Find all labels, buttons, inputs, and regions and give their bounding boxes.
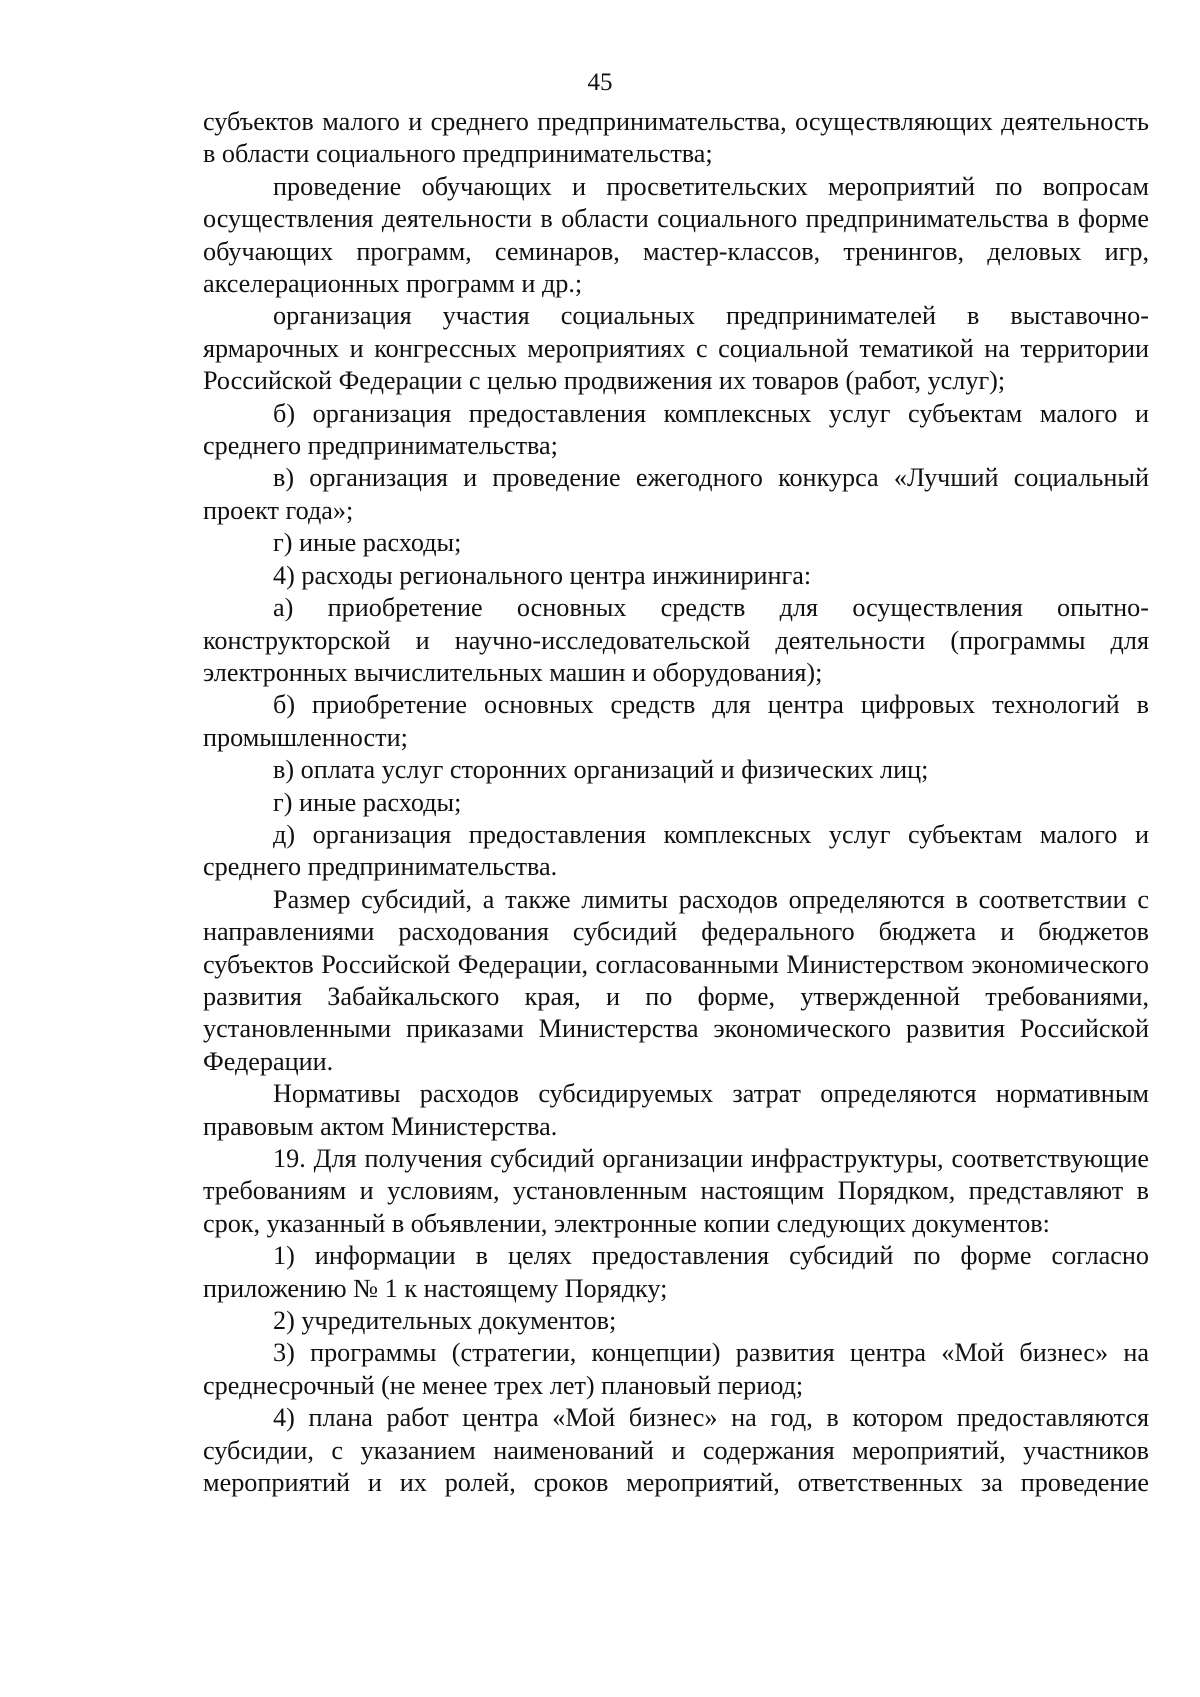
paragraph-16: 1) информации в целях предоставления субсидий по форме согласно приложению № 1 к настоящему Порядку; <box>203 1241 1149 1303</box>
paragraph-12: д) организация предоставления комплексных услуг субъектам малого и среднего предпринимательства. <box>203 819 1149 882</box>
paragraph-1: субъектов малого и среднего предпринимательства, осуществляющих деятельность в области социального предпринимательства; <box>203 107 1149 169</box>
paragraph-6: г) иные расходы; <box>273 528 462 558</box>
paragraph-10: в) оплата услуг сторонних организаций и физических лиц; <box>273 755 929 785</box>
paragraph-13: Размер субсидий, а также лимиты расходов определяются в соответствии с направлениями расходования субсидий федерального бюджета и бюджетов субъектов Российской Федерации, согласованными Министерством экономического развития Забайкальского края, и по форме, утвержденной требованиями, установленными приказами Министерства экономического развития Российской Федерации. <box>203 884 1149 1076</box>
paragraph-8: а) приобретение основных средств для осуществления опытно-конструкторской и научно-исследовательской деятельности (программы для электронных вычислительных машин и оборудования); <box>203 593 1149 687</box>
paragraph-19: 4) плана работ центра «Мой бизнес» на год, в котором предоставляются субсидии, с указанием наименований и содержания мероприятий, участников мероприятий и их ролей, сроков мероприятий, ответственных за проведение <box>203 1403 1149 1498</box>
paragraph-18: 3) программы (стратегии, концепции) развития центра «Мой бизнес» на среднесрочный (не менее трех лет) плановый период; <box>203 1338 1149 1400</box>
paragraph-15: 19. Для получения субсидий организации инфраструктуры, соответствующие требованиям и условиям, установленным настоящим Порядком, представляют в срок, указанный в объявлении, электронные копии следующих документов: <box>203 1144 1149 1238</box>
paragraph-5: в) организация и проведение ежегодного конкурса «Лучший социальный проект года»; <box>203 463 1149 525</box>
page-number: 45 <box>587 69 613 96</box>
paragraph-3: организация участия социальных предпринимателей в выставочно-ярмарочных и конгрессных мероприятиях с социальной тематикой на территории Российской Федерации с целью продвижения их товаров (работ, услуг); <box>203 301 1149 396</box>
paragraph-9: б) приобретение основных средств для центра цифровых технологий в промышленности; <box>203 690 1149 752</box>
document-body <box>203 106 1149 1499</box>
paragraph-11: г) иные расходы; <box>273 787 462 817</box>
paragraph-7: 4) расходы регионального центра инжиниринга: <box>273 560 812 590</box>
paragraph-4: б) организация предоставления комплексных услуг субъектам малого и среднего предпринимательства; <box>203 398 1149 461</box>
paragraph-17: 2) учредительных документов; <box>273 1306 617 1336</box>
paragraph-14: Нормативы расходов субсидируемых затрат определяются нормативным правовым актом Министерства. <box>203 1079 1149 1141</box>
paragraph-2: проведение обучающих и просветительских мероприятий по вопросам осуществления деятельности в области социального предпринимательства в форме обучающих программ, семинаров, мастер-классов, тренингов, деловых игр, акселерационных программ и др.; <box>203 171 1149 299</box>
